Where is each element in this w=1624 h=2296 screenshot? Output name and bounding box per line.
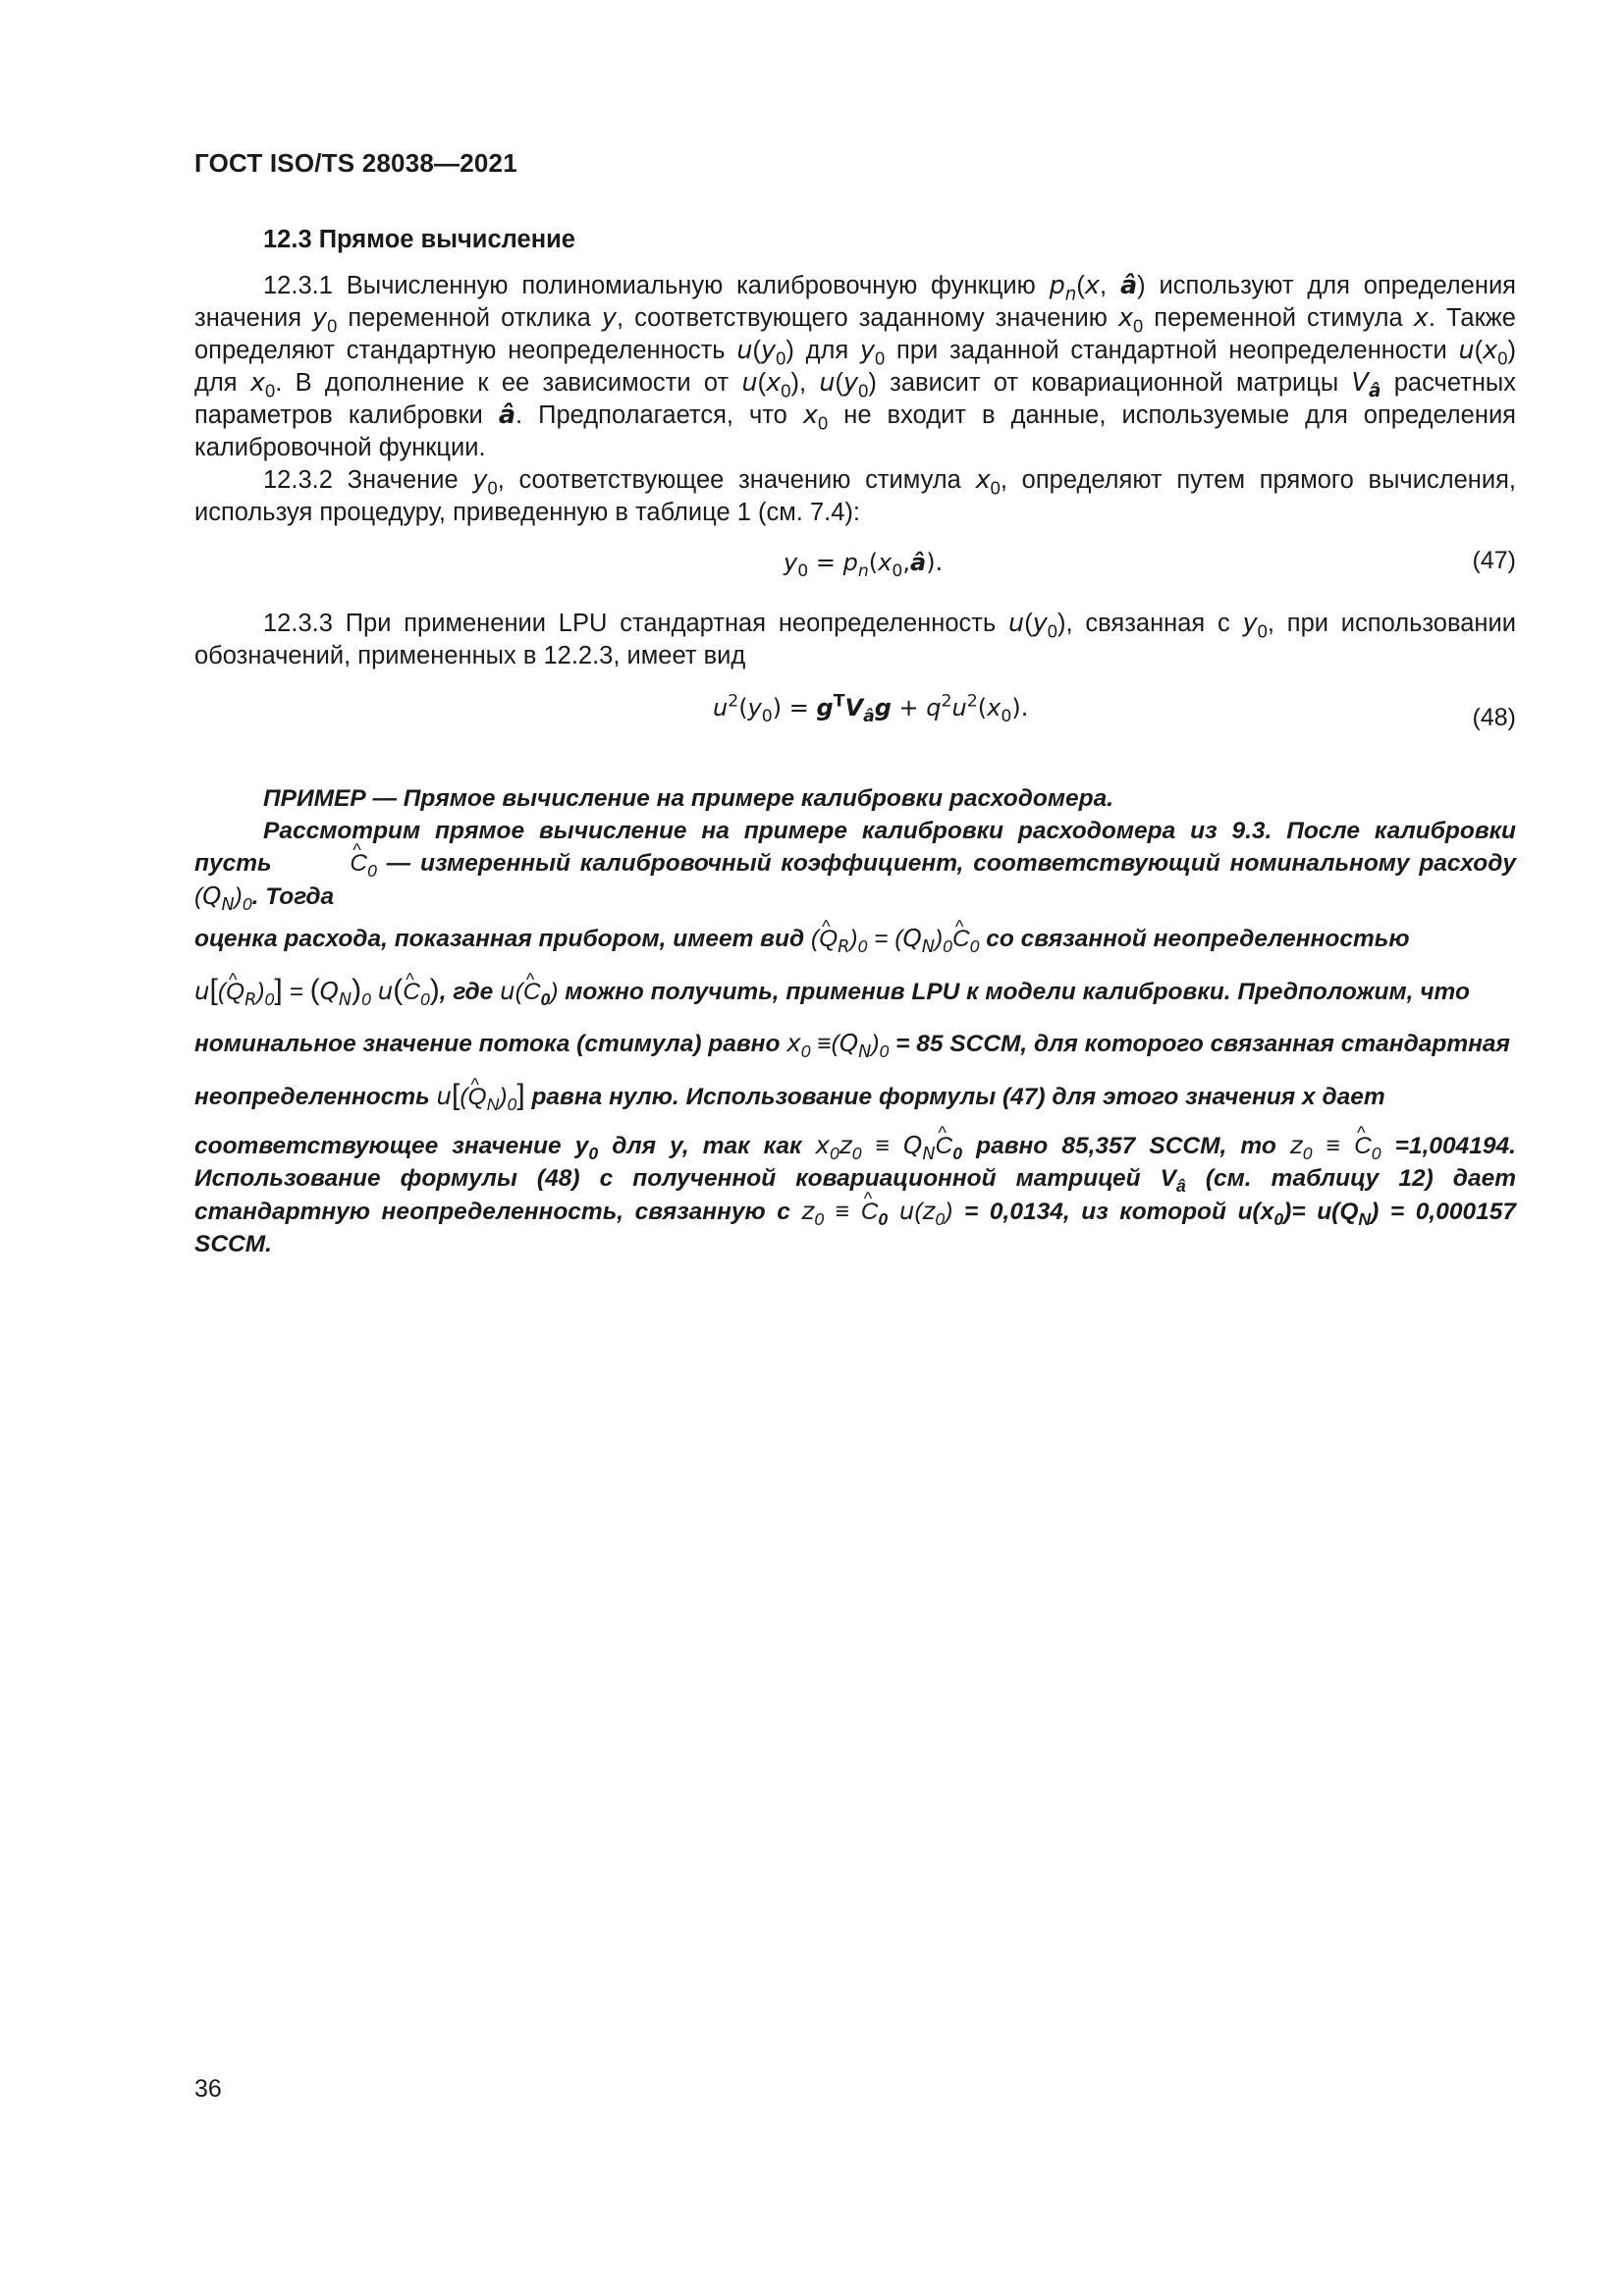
paragraph-12-3-1: 12.3.1 Вычисленную полиномиальную калибровочную функцию $p_n(x$, â) используют для определения значения $y_0$ переменной отклика y, соответствующего заданному значению $x_0$ переменной стимула x. Также определяют стандартную неопределенность $u(y_0)$ для $y_0$ при заданной стандартной неопределенности $u(x_0)$ для $x_0$. В дополнение к ее зависимости от $u(x_0)$, $u(y_0)$ зависит от ковариационной матрицы $V_â$ расчетных параметров калибровки â. Предполагается, что $x_0$ не входит в данные, используемые для определения калибровочной функции. [194,271,1516,461]
section-title: 12.3 Прямое вычисление [263,226,575,253]
formula-47-number: (47) [1472,547,1516,574]
example-block [194,782,1516,1260]
example-text-5: неопределенность u[(^ $Q_N)_0$] равна нулю. Использование формулы (47) для этого значения x дает [194,1070,1516,1123]
formula-48-number: (48) [1472,704,1516,731]
paragraph-12-3-2: 12.3.2 Значение $y_0$, соответствующее значению стимула $x_0$, определяют путем прямого вычисления, используя процедуру, приведенную в таблице 1 (см. 7.4): [194,465,1516,526]
example-title: ПРИМЕР — Прямое вычисление на примере калибровки расходомера. [263,785,1114,812]
example-text-3: u[(^ $Q_R)_0] = (Q_N)_0$ u(^ $C_0$), где u(^ $C_0$) можно получить, применив LPU к модели калибровки. Предположим, что [194,965,1516,1018]
paragraph-12-3-3: 12.3.3 При применении LPU стандартная неопределенность $u(y_0)$, связанная с $y_0$, при использовании обозначений, примененных в 12.2.3, имеет вид [194,609,1516,669]
example-text-6: соответствующее значение $y_0$ для y, так как $x_0z_0$ ≡ $Q_N\^{}$ $C_0$ равно 85,357 SCCM, то $z_0$ ≡ ^ $C_0 =1,004194$. Использование формулы (48) с полученной ковариационной матрицей $V_â$ (см. таблицу 12) дает стандартную неопределенность, связанную с $z_0$ ≡ ^ $C_0$ $u(z_0) = 0,0134$, из которой $u(x_0)= u(Q_N) = 0,000157$ SCCM. [194,1129,1516,1260]
example-text-1: Рассмотрим прямое вычисление на примере калибровки расходомера из 9.3. После калибровки пусть ^ $C_0$ — измеренный калибровочный коэффициент, соответствующий номинальному расходу $(Q_N)_0$. Тогда [194,815,1516,913]
page-body [194,224,1516,1260]
formula-48-expression: $u^2(y_0) = g^TV_âg + q^2u^2(x_0)$. [713,691,1029,727]
example-text-2: оценка расхода, показанная прибором, имеет вид (^ $Q_R)_0$ = $(Q_N)_0\^{}$ $C_0$ со связанной неопределенностью [194,913,1516,965]
document-header: ГОСТ ISO/TS 28038—2021 [194,148,517,178]
example-text-4: номинальное значение потока (стимула) равно $x_0 \equiv(Q_N)_0 = 85$ SCCM, для которого связанная стандартная [194,1029,1510,1063]
formula-48 [194,686,1516,735]
page-number: 36 [194,2075,222,2103]
formula-47-expression: $y_0$ = $p_n(x_0,â)$. [784,549,944,582]
formula-47 [194,541,1516,590]
